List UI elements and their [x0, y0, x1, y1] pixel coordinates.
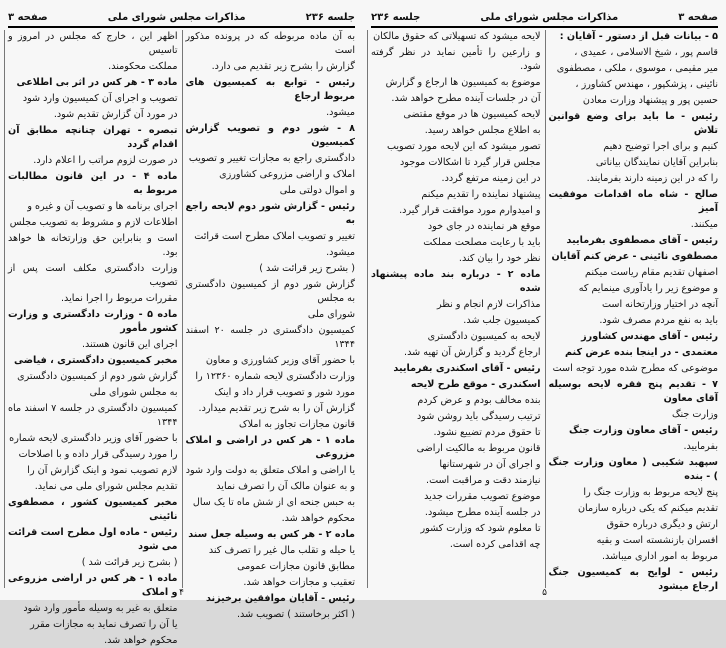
left_page-cols-right-line: مطابق قانون مجازات عمومی — [237, 561, 355, 572]
right_page-cols-right-line: صالح - شاه ماه اقدامات موفقیت آمیز — [548, 189, 718, 214]
right_page-cols-right-line: میکنند. — [690, 219, 718, 230]
left_page-cols-left-line: اظهر این ، خارج که مجلس در امروز و تاسیس — [8, 31, 178, 56]
right_page-cols-right-line: آنچه در اختیار وزارتخانه است — [601, 299, 718, 310]
right_page-cols-right-line: ارتش و دیگری درباره حقوق — [606, 519, 718, 530]
right_page-cols-left-line: آن در جلسات آینده مطرح خواهد شد. — [391, 93, 541, 104]
right_page-cols-left-line: به اطلاع مجلس خواهد رسید. — [424, 125, 541, 136]
right_page-cols-left-line: لایحه کمیسیون ها در موقع مقتضی — [403, 109, 541, 120]
left_page-cols-left-line: در صورت لزوم مراتب را اعلام دارد. — [33, 155, 178, 166]
left_page-cols-left-line: اطلاعات لازم و مشروط به تصویب مجلس — [9, 217, 178, 228]
right_page-cols-left-line: موقع هر نماینده در جای خود — [427, 221, 541, 232]
right-page-left-column — [371, 30, 541, 588]
left_page-cols-left-line: با حضور آقای وزیر دادگستری لایحه شماره — [9, 433, 178, 444]
left_page-cols-right-line: وزارت دادگستری لایحه شماره ۱۲۳۶۰ را — [195, 371, 355, 382]
right_page-cols-left-line: بنده مخالف بودم و عرض کردم — [417, 395, 541, 406]
left_page-cols-right-line: ۸ - شور دوم و تصویب گزارش کمیسیون — [185, 123, 355, 148]
left_page-cols-left-line: مخبر کمیسیون دادگستری ، فیاضی — [14, 355, 178, 366]
left_page-cols-right-line: کمیسیون دادگستری در جلسه ۲۰ اسفند ۱۳۴۴ — [185, 325, 355, 350]
left-header-right: جلسه ۲۳۶ — [305, 11, 355, 23]
left-header-title: مذاکرات مجلس شورای ملی — [107, 11, 246, 23]
left_page-cols-right-line: یا حیله و تقلب مال غیر را تصرف کند — [208, 545, 355, 556]
left_page-cols-left-line: اجرای برنامه ها و تصویب آن و غیره و — [27, 201, 178, 212]
right_page-cols-left-line: در جلسه آینده مطرح میشود. — [424, 507, 541, 518]
left_page-cols-left-line: تقدیم مجلس شورای ملی می نماید. — [34, 481, 178, 492]
right_page-cols-left-line: و زارعین را تأمین نماید در نظر گرفته شود. — [371, 47, 541, 72]
left_page-cols-left-line: است و بنابراین حق وزارتخانه ها خواهد بود. — [8, 233, 178, 258]
left_page-cols-right-line: و به عنوان مالک آن را تصرف نماید — [216, 481, 355, 492]
left_page-cols-right-line: و اموال دولتی ملی — [279, 185, 355, 196]
right_page-cols-left-line: و امیدوارم مورد موافقت قرار گیرد. — [399, 205, 541, 216]
right_page-cols-right-line: رئیس - لوایح به کمیسیون جنگ ارجاع میشود — [548, 567, 718, 592]
left_page-cols-left-line: ( بشرح زیر قرائت شد ) — [81, 557, 178, 568]
right_page-cols-right-line: قاسم پور ، شیخ الاسلامی ، عمیدی ، — [574, 47, 718, 58]
right_page-cols-right-line: مربوط به امور اداری میباشد. — [601, 551, 718, 562]
left_page-cols-right-line: میشود. — [326, 107, 355, 118]
right_page-cols-left-line: ارجاع گردید و گزارش آن تهیه شد. — [404, 347, 541, 358]
left_page-cols-right-line: تعقیب و مجازات خواهد شد. — [243, 577, 355, 588]
left_page-cols-right-line: رئیس - گزارش شور دوم لایحه راجع به — [185, 201, 355, 226]
left_page-cols-right-line: رئیس - آقایان موافقین برخیزند — [205, 593, 355, 604]
left_page-cols-right-line: گزارش آن را به شرح زیر تقدیم میدارد. — [198, 403, 355, 414]
left_page-cols-right-line: یا اراضی و املاک متعلق به دولت وارد شود — [185, 465, 355, 476]
left_page-cols-left-line: تبصره - تهران چنانچه مطابق آن اقدام گردد — [8, 125, 178, 150]
right-page-header — [371, 8, 718, 28]
left_page-cols-right-line: مورد شور و تصویب قرار داد و اینک — [214, 387, 355, 398]
left_page-cols-right-line: به آن ماده مربوطه که در پرونده مذکور است — [185, 31, 355, 56]
left_page-cols-left-line: وزارت دادگستری مکلف است پس از تصویب — [8, 263, 178, 288]
right_page-cols-right-line: تقدیم میکنم که یکی درباره سازمان — [577, 503, 718, 514]
left-page-number: ۴ — [179, 588, 184, 598]
right_page-cols-right-line: رئیس - ما باید برای وضع قوانین تلاش — [548, 111, 718, 136]
right_page-cols-left-line: تا حقوق مردم تضییع نشود. — [433, 427, 541, 438]
left_page-cols-left-line: در مورد آن گزارش تقدیم شود. — [53, 109, 178, 120]
right_page-cols-left-line: موضوع به کمیسیون ها ارجاع و گزارش — [385, 77, 541, 88]
right_page-cols-right-line: بفرمایید. — [683, 441, 718, 452]
left-page-header — [8, 8, 355, 28]
left_page-cols-left-line: یا آن را تصرف نماید به مجازات مقرر — [30, 619, 178, 630]
right_page-cols-left-line: ترتیب رسیدگی باید روشن شود — [417, 411, 541, 422]
right_page-cols-left-line: رئیس - آقای اسکندری بفرمایید — [393, 363, 541, 374]
right_page-cols-right-line: پنج لایحه مربوط به وزارت جنگ را — [583, 487, 718, 498]
right_page-cols-right-line: و موضوع زیر را یادآوری مینمایم که — [578, 283, 718, 294]
left_page-cols-left-line: اجرای این قانون هستند. — [81, 339, 178, 350]
right_page-cols-right-line: حسین پور و پیشنهاد وزارت معادن — [582, 95, 718, 106]
left_page-cols-left-line: تصویب و اجرای آن کمیسیون وارد شود — [22, 93, 178, 104]
left_page-cols-right-line: گزارش شور دوم از کمیسیون دادگستری به مجلس — [185, 279, 355, 304]
left_page-cols-left-line: به مجلس شورای ملی — [89, 387, 178, 398]
left_page-cols-right-line: تغییر و تصویب املاک مطرح است قرائت — [194, 231, 355, 242]
right_page-cols-left-line: پیشنهاد نماینده را تقدیم میکنم — [421, 189, 541, 200]
left_page-cols-left-line: رئیس - ماده اول مطرح است قرائت می شود — [8, 527, 178, 552]
right_page-cols-left-line: نیازمند دقت و مراقبت است. — [426, 475, 541, 486]
right-page — [363, 0, 726, 600]
left_page-cols-left-line: ماده ۵ - وزارت دادگستری و وزارت کشور مأمور — [8, 309, 178, 334]
right_page-cols-right-line: معتمدی - در اینجا بنده عرض کنم — [565, 347, 718, 358]
left_page-cols-left-line: لازم تصویب نمود و اینک گزارش آن را — [27, 465, 178, 476]
left_page-cols-left-line: متعلق به غیر به وسیله مأمور وارد شود — [23, 603, 178, 614]
right-header-title: مذاکرات مجلس شورای ملی — [480, 11, 619, 23]
left_page-cols-right-line: املاک و اراضی مزروعی کشاورزی — [219, 169, 355, 180]
right_page-cols-left-line: تصور میشود که این لایحه مورد تصویب — [386, 141, 541, 152]
right_page-cols-right-line: موضوعی که مطرح شده مورد توجه است — [552, 363, 718, 374]
right_page-cols-left-line: تا معلوم شود که وزارت کشور — [420, 523, 541, 534]
right_page-cols-right-line: اصفهان تقدیم مقام ریاست میکنم — [584, 267, 718, 278]
right_page-cols-left-line: لایحه به کمیسیون دادگستری — [427, 331, 541, 342]
right_page-cols-left-line: و اجرای آن در شهرستانها — [439, 459, 541, 470]
left_page-cols-left-line: مقررات مربوط را اجرا نماید. — [61, 293, 178, 304]
right_page-cols-right-line: بنابراین آقایان نمایندگان بیاناتی — [595, 157, 718, 168]
right_page-cols-right-line: رئیس - آقای معاون وزارت جنگ — [569, 425, 718, 436]
right_page-cols-right-line: نائینی ، پزشکپور ، مهندس کشاورز ، — [575, 79, 718, 90]
right_page-cols-right-line: را که در این زمینه دارند بفرمایند. — [586, 173, 718, 184]
left_page-cols-right-line: محکوم خواهد شد. — [281, 513, 355, 524]
left_page-cols-right-line: ( اکثر برخاستند ) تصویب شد. — [237, 609, 355, 620]
left-page — [0, 0, 363, 646]
left_page-cols-right-line: ماده ۲ - هر کس به وسیله جعل سند — [188, 529, 355, 540]
left_page-cols-right-line: ( بشرح زیر قرائت شد ) — [259, 263, 355, 274]
left_page-cols-right-line: میشود. — [326, 247, 355, 258]
left_page-cols-left-line: گزارش شور دوم از کمیسیون دادگستری — [17, 371, 178, 382]
left_page-cols-right-line: رئیس - توابع به کمیسیون های مربوط ارجاع — [185, 77, 355, 102]
right_page-cols-right-line: رئیس - آقای مهندس کشاورز — [581, 331, 718, 342]
right_page-cols-left-line: نظر خود را بیان کند. — [458, 253, 541, 264]
right_page-cols-right-line: مصطفوی نائینی - عرض کنم آقایان — [551, 251, 718, 262]
right-page-columns — [371, 30, 718, 592]
right-header-right: صفحه ۳ — [678, 11, 718, 23]
right_page-cols-left-line: چه اقدامی کرده است. — [449, 539, 541, 550]
left_page-cols-left-line: ماده ۱ - هر کس در اراضی مزروعی و املاک — [8, 573, 178, 598]
right_page-cols-right-line: باید به نفع مردم مصرف شود. — [599, 315, 718, 326]
right_page-cols-right-line: کنیم و برای اجرا توضیح دهیم — [603, 141, 718, 152]
right_page-cols-right-line: میر مقیمی ، موسوی ، ملکی ، مصطفوی — [556, 63, 718, 74]
right_page-cols-right-line: ۷ - تقدیم پنج فقره لایحه بوسیله آقای معاون — [548, 379, 718, 404]
left-page-right-column — [185, 30, 356, 620]
right_page-cols-left-line: در این زمینه مرتفع گردد. — [441, 173, 541, 184]
right_page-cols-left-line: ماده ۲ - درباره بند ماده پیشنهاد شده — [371, 269, 541, 294]
right_page-cols-left-line: مجلس قرار گیرد تا اشکالات موجود — [400, 157, 541, 168]
right_page-cols-left-line: باید با رعایت مصلحت مملکت — [423, 237, 541, 248]
right_page-cols-right-line: ۵ - بیانات قبل از دستور - آقایان : — [559, 31, 718, 42]
right_page-cols-right-line: سپهبد شکیبی ( معاون وزارت جنگ ) - بنده — [548, 457, 718, 482]
left_page-cols-left-line: محکوم خواهد شد. — [104, 635, 178, 646]
right_page-cols-left-line: موضوع تصویب مقررات جدید — [424, 491, 541, 502]
right-page-number: ۵ — [542, 588, 547, 598]
left_page-cols-left-line: کمیسیون دادگستری در جلسه ۷ اسفند ماه ۱۳۴۴ — [8, 403, 178, 428]
left-page-columns — [8, 30, 355, 646]
left_page-cols-right-line: دادگستری راجع به مجازات تغییر و تصویب — [188, 153, 355, 164]
left_page-cols-left-line: ماده ۴ - در این قانون مطالبات مربوط به — [8, 171, 178, 196]
left_page-cols-right-line: گزارش را بشرح زیر تقدیم می دارد. — [211, 61, 355, 72]
right_page-cols-right-line: افسران بازنشسته است و بقیه — [596, 535, 718, 546]
left_page-cols-right-line: شورای ملی — [307, 309, 355, 320]
right_page-cols-left-line: قانون مربوط به مالکیت اراضی — [416, 443, 541, 454]
right-page-right-column — [548, 30, 719, 592]
left-page-left-column — [8, 30, 178, 646]
left_page-cols-left-line: را مورد رسیدگی قرار داده و با اصلاحات — [18, 449, 178, 460]
right_page-cols-left-line: مذاکرات لازم انجام و نظر — [437, 299, 541, 310]
left_page-cols-right-line: قانون مجازات تجاوز به املاک — [239, 419, 355, 430]
right_page-cols-right-line: رئیس - آقای مصطفوی بفرمایید — [566, 235, 718, 246]
right_page-cols-left-line: لایحه میشود که تسهیلاتی که حقوق مالکان — [373, 31, 541, 42]
right_page-cols-left-line: کمیسیون جلب شد. — [463, 315, 541, 326]
left_page-cols-left-line: مملکت محکومند. — [108, 61, 178, 72]
right_page-cols-right-line: وزارت جنگ — [671, 409, 718, 420]
left_page-cols-left-line: مخبر کمیسیون کشور ، مصطفوی نائینی — [8, 497, 178, 522]
left_page-cols-right-line: به حبس جنحه ای از شش ماه تا یک سال — [192, 497, 355, 508]
left-header-left: صفحه ۳ — [8, 11, 48, 23]
right-header-left: جلسه ۲۳۶ — [371, 11, 421, 23]
left_page-cols-right-line: ماده ۱ - هر کس در اراضی و املاک مزروعی — [185, 435, 355, 460]
right_page-cols-left-line: اسکندری - موقع طرح لایحه — [410, 379, 541, 390]
left_page-cols-right-line: با حضور آقای وزیر کشاورزی و معاون — [205, 355, 355, 366]
left_page-cols-left-line: ماده ۳ - هر کس در اثر بی اطلاعی — [16, 77, 178, 88]
